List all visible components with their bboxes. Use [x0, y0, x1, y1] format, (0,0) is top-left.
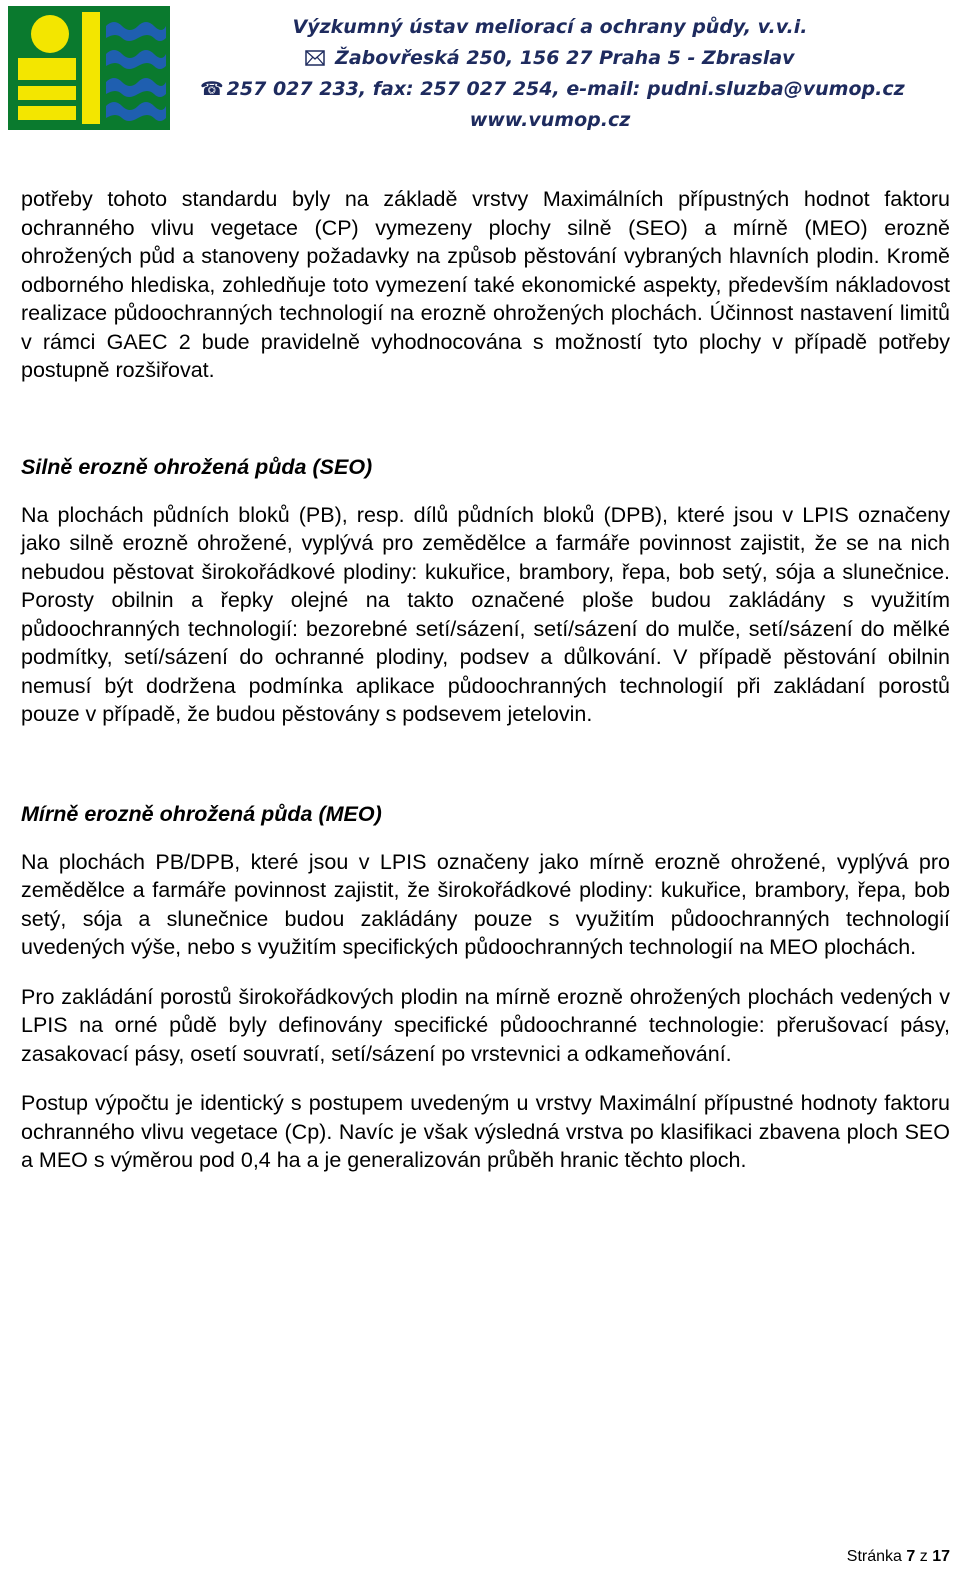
- intro-paragraph: potřeby tohoto standardu byly na základě vrstvy Maximálních přípustných hodnot faktoru ochranného vlivu vegetace (CP) vymezeny plochy silně (SEO) a mírně (MEO) erozně ohrožených půd a stanoveny požadavky na způsob pěstování vybraných hlavních plodin. Kromě odborného hlediska, zohledňuje toto vymezení také ekonomické aspekty, především nákladovost realizace půdoochranných technologií na erozně ohrožených plochách. Účinnost nastavení limitů v rámci GAEC 2 bude pravidelně vyhodnocována s možností tyto plochy v případě potřeby postupně rozšiřovat.: [21, 187, 950, 382]
- phone-icon: ☎: [200, 78, 224, 100]
- address-text: Žabovřeská 250, 156 27 Praha 5 - Zbraslav: [335, 47, 795, 69]
- logo-graphic: [8, 6, 170, 130]
- website-link[interactable]: www.vumop.cz: [469, 109, 631, 131]
- seo-paragraph: Na plochách půdních bloků (PB), resp. dílů půdních bloků (DPB), které jsou v LPIS označeny jako silně erozně ohrožené, vyplývá pro zemědělce a farmáře povinnost zajistit, že se na nich nebudou pěstovat širokořádkové plodiny: kukuřice, brambory, řepa, bob setý, sója a slunečnice. Porosty obilnin a řepky olejné na takto označené ploše budou zakládány s využitím půdoochranných technologií: bezorebné setí/sázení, setí/sázení do mulče, setí/sázení do mělké podmítky, setí/sázení do ochranné plodiny, podsev a důlkování. V případě pěstování obilnin nemusí být dodržena podmínka aplikace půdoochranných technologií při zakládaní porostů pouze v případě, že budou pěstovány s podsevem jetelovin.: [21, 502, 950, 726]
- meo-paragraph-2: Pro zakládání porostů širokořádkových plodin na mírně erozně ohrožených plochách vedených v LPIS na orné půdě byly definovány specifické půdoochranné technologie: přerušovací pásy, zasakovací pásy, osetí souvratí, setí/sázení po vrstevnici a odkameňování.: [21, 984, 950, 1066]
- address-line: [200, 43, 900, 74]
- meo-paragraph-3: Postup výpočtu je identický s postupem uvedeným u vrstvy Maximální přípustné hodnoty faktoru ochranného vlivu vegetace (Cp). Navíc je však výsledná vrstva po klasifikaci zbavena ploch SEO a MEO s výměrou pod 0,4 ha a je generalizován průběh hranic těchto ploch.: [21, 1091, 950, 1172]
- vumop-logo: [8, 6, 170, 130]
- page-total: 17: [932, 1548, 950, 1565]
- page-current: 7: [906, 1548, 916, 1565]
- envelope-icon: [305, 47, 332, 69]
- contact-line: [200, 74, 905, 105]
- page-of: z: [919, 1548, 928, 1565]
- page-content: [21, 185, 950, 1175]
- org-name: Výzkumný ústav meliorací a ochrany půdy, v.v.i.: [292, 16, 808, 38]
- meo-heading: Mírně erozně ohrožená půda (MEO): [21, 801, 382, 826]
- seo-heading: Silně erozně ohrožená půda (SEO): [21, 454, 373, 479]
- page-header: [200, 12, 905, 136]
- page-footer: [847, 1548, 950, 1566]
- contact-text: 257 027 233, fax: 257 027 254, e-mail: pudni.sluzba@vumop.cz: [226, 78, 905, 100]
- page-label: Stránka: [846, 1548, 902, 1565]
- meo-paragraph-1: Na plochách PB/DPB, které jsou v LPIS označeny jako mírně erozně ohrožené, vyplývá pro zemědělce a farmáře povinnost zajistit, že širokořádkové plodiny: kukuřice, brambory, řepa, bob setý, sója a slunečnice budou zakládány pouze s využitím půdoochranných technologií uvedených výše, nebo s využitím specifických půdoochranných technologií na MEO plochách.: [21, 849, 950, 959]
